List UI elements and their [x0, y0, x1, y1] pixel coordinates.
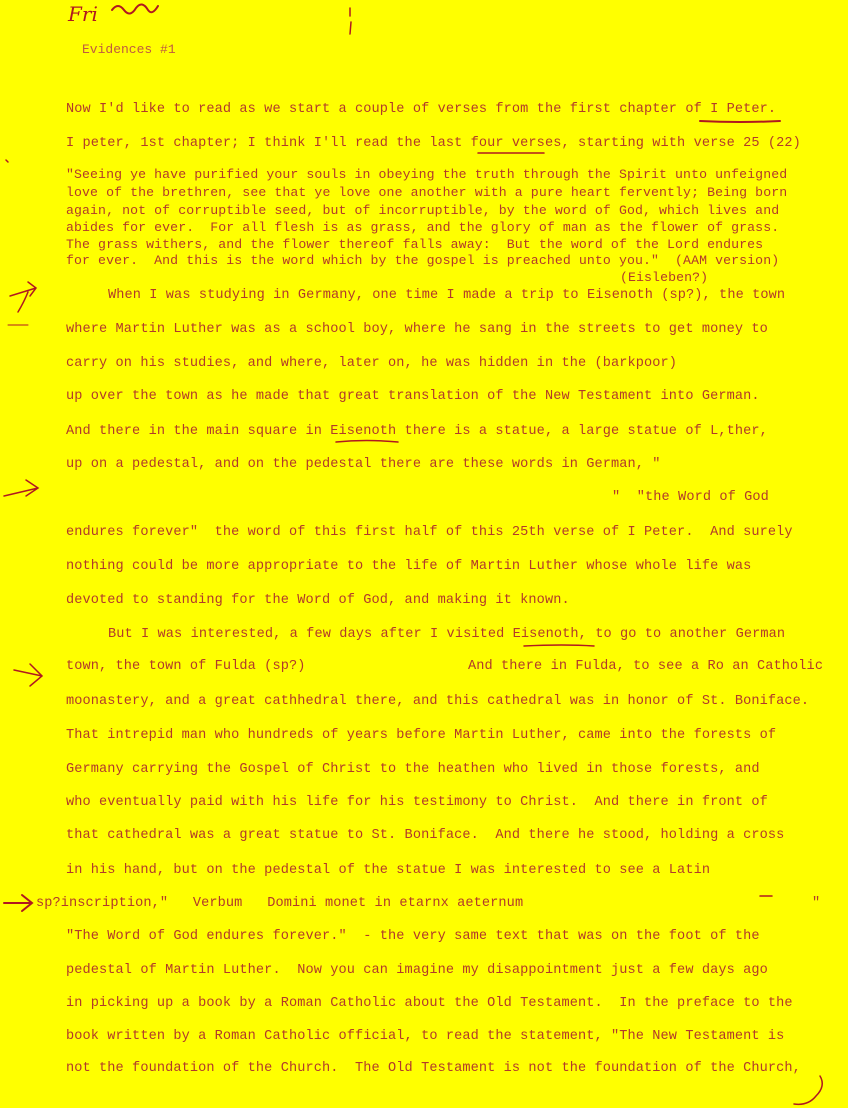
page-header-label: Evidences #1 — [82, 42, 176, 57]
text-line-31: "The Word of God endures forever." - the very same text that was on the foot of the — [66, 929, 760, 944]
text-line-20: But I was interested, a few days after I visited Eisenoth, to go to another German — [108, 627, 786, 642]
text-line-29: sp?inscription," Verbum Domini monet in etarnx aeternum — [36, 896, 524, 911]
text-line-34: book written by a Roman Catholic official, to read the statement, "The New Testament is — [66, 1029, 785, 1044]
text-line-32: pedestal of Martin Luther. Now you can imagine my disappointment just a few days ago — [66, 963, 768, 978]
underline-eisenoth-1 — [336, 441, 398, 443]
text-line-7: The grass withers, and the flower thereof falls away: But the word of the Lord endures — [66, 237, 764, 252]
text-line-9: (Eisleben?) — [620, 270, 709, 285]
text-line-19: devoted to standing for the Word of God, and making it known. — [66, 593, 570, 608]
text-line-4: love of the brethren, see that ye love one another with a pure heart fervently; Being born — [66, 185, 788, 200]
text-line-21: town, the town of Fulda (sp?) — [66, 659, 306, 674]
text-line-5: again, not of corruptible seed, but of incorruptible, by the word of God, which lives and — [66, 203, 780, 218]
underline-eisenoth-2 — [524, 645, 594, 646]
margin-arrow-1 — [10, 282, 36, 312]
text-line-14: And there in the main square in Eisenoth there is a statue, a large statue of L,ther, — [66, 424, 768, 439]
text-line-17: endures forever" the word of this first half of this 25th verse of I Peter. And surely — [66, 525, 793, 540]
margin-arrow-3 — [14, 664, 42, 686]
text-line-10: When I was studying in Germany, one time I made a trip to Eisenoth (sp?), the town — [108, 288, 786, 303]
scribble-mark — [112, 4, 158, 13]
text-line-16: " "the Word of God — [612, 490, 769, 505]
text-line-3: "Seeing ye have purified your souls in obeying the truth through the Spirit unto unfeigned — [66, 167, 788, 182]
text-line-1: Now I'd like to read as we start a couple of verses from the first chapter of I Peter. — [66, 102, 777, 117]
margin-arrow-4 — [4, 895, 32, 911]
text-line-26: who eventually paid with his life for his testimony to Christ. And there in front of — [66, 795, 768, 810]
top-tick-mark — [350, 8, 351, 34]
handwritten-note: Fri — [68, 2, 98, 26]
underline-i-peter — [700, 121, 780, 122]
text-line-24: That intrepid man who hundreds of years before Martin Luther, came into the forests of — [66, 728, 777, 743]
text-line-2: I peter, 1st chapter; I think I'll read the last four verses, starting with verse 25 (22) — [66, 136, 801, 151]
text-line-18: nothing could be more appropriate to the life of Martin Luther whose whole life was — [66, 559, 752, 574]
text-line-28: in his hand, but on the pedestal of the statue I was interested to see a Latin — [66, 863, 711, 878]
text-line-22: And there in Fulda, to see a Ro an Catholic — [468, 659, 824, 674]
text-line-25: Germany carrying the Gospel of Christ to the heathen who lived in those forests, and — [66, 762, 760, 777]
text-line-30: " — [812, 896, 821, 911]
text-line-13: up over the town as he made that great translation of the New Testament into German. — [66, 389, 760, 404]
text-line-6: abides for ever. For all flesh is as grass, and the glory of man as the flower of grass. — [66, 220, 780, 235]
text-line-15: up on a pedestal, and on the pedestal there are these words in German, " — [66, 457, 661, 472]
text-line-33: in picking up a book by a Roman Catholic about the Old Testament. In the preface to the — [66, 996, 793, 1011]
text-line-35: not the foundation of the Church. The Old Testament is not the foundation of the Church, — [66, 1061, 801, 1076]
text-line-12: carry on his studies, and where, later on, he was hidden in the (barkpoor) — [66, 356, 678, 371]
text-line-11: where Martin Luther was as a school boy, where he sang in the streets to get money to — [66, 322, 768, 337]
margin-tick-1 — [6, 160, 8, 162]
text-line-8: for ever. And this is the word which by the gospel is preached unto you." (AAM version) — [66, 253, 780, 268]
margin-arrow-2 — [4, 480, 38, 496]
corner-squiggle — [794, 1076, 822, 1104]
text-line-27: that cathedral was a great statue to St. Boniface. And there he stood, holding a cross — [66, 828, 785, 843]
text-line-23: moonastery, and a great cathhedral there, and this cathedral was in honor of St. Boniface. — [66, 694, 810, 709]
